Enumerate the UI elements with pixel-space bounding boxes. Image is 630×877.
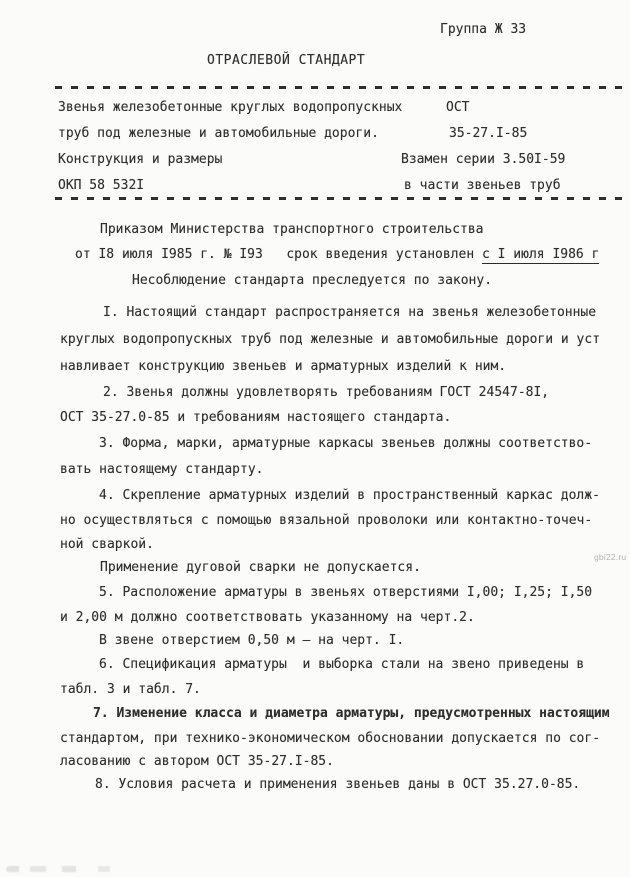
body-line: вать настоящему стандарту.: [60, 462, 264, 477]
okp-code: ОКП 58 532I: [58, 178, 145, 193]
enactment-date-prefix: от I8 июля I985 г. № I93 срок введения установлен: [75, 247, 482, 262]
title-block-right-line: в части звеньев труб: [404, 178, 561, 193]
effective-date-underlined: с I июля I986 г: [482, 247, 600, 262]
body-line: ной сваркой.: [60, 537, 154, 552]
site-watermark: gbi22.ru: [594, 552, 627, 562]
body-line: В звене отверстием 0,50 м – на черт. I.: [99, 633, 405, 648]
law-notice: Несоблюдение стандарта преследуется по закону.: [132, 273, 493, 288]
dashed-divider-top: [55, 86, 622, 89]
body-line: 8. Условия расчета и применения звеньев даны в ОСТ 35.27.0-85.: [95, 777, 581, 792]
title-block-right-line: ОСТ: [446, 100, 470, 115]
enactment-date-line: [75, 246, 599, 263]
body-line: стандартом, при технико-экономическом обосновании допускается по сог-: [60, 731, 601, 746]
title-block-left-line: труб под железные и автомобильные дороги.: [58, 126, 379, 141]
body-line: 4. Скрепление арматурных изделий в пространственный каркас долж-: [99, 488, 600, 503]
title-block-left-line: Конструкция и размеры: [58, 152, 223, 167]
body-line: Применение дуговой сварки не допускается.: [100, 560, 421, 575]
body-line: 5. Расположение арматуры в звеньях отверстиями I,00; I,25; I,50: [99, 585, 593, 600]
title-block-right-line: Взамен серии 3.50I-59: [401, 152, 566, 167]
group-label: Группа Ж 33: [440, 22, 527, 37]
body-line: круглых водопропускных труб под железные и автомобильные дороги и уст: [60, 332, 601, 347]
standard-number: 35-27.I-85: [449, 126, 528, 141]
body-line: табл. 3 и табл. 7.: [60, 682, 201, 697]
scan-smudge: [6, 866, 124, 872]
title-block-left-line: Звенья железобетонные круглых водопропускных: [58, 100, 403, 115]
body-line: ласованию с автором ОСТ 35-27.I-85.: [60, 754, 334, 769]
dashed-divider-bottom: [55, 197, 622, 200]
body-line: но осуществляться с помощью вязальной проволоки или контактно-точеч-: [60, 513, 593, 528]
body-line: 2. Звенья должны удовлетворять требованиям ГОСТ 24547-8I,: [103, 385, 550, 400]
body-line: 6. Спецификация арматуры и выборка стали на звено приведены в: [99, 657, 585, 672]
body-line: ОСТ 35-27.0-85 и требованиям настоящего стандарта.: [60, 410, 452, 425]
enactment-line: Приказом Министерства транспортного строительства: [100, 222, 484, 237]
body-line: 3. Форма, марки, арматурные каркасы звеньев должны соответство-: [99, 436, 593, 451]
page-title: ОТРАСЛЕВОЙ СТАНДАРТ: [207, 53, 366, 68]
body-line: навливает конструкцию звеньев и арматурных изделий к ним.: [60, 359, 507, 374]
body-line: I. Настоящий стандарт распространяется на звенья железобетонные: [103, 305, 597, 320]
body-line: и 2,00 м должно соответствовать указанному на черт.2.: [60, 610, 475, 625]
body-line: 7. Изменение класса и диаметра арматуры, предусмотренных настоящим: [93, 706, 610, 721]
